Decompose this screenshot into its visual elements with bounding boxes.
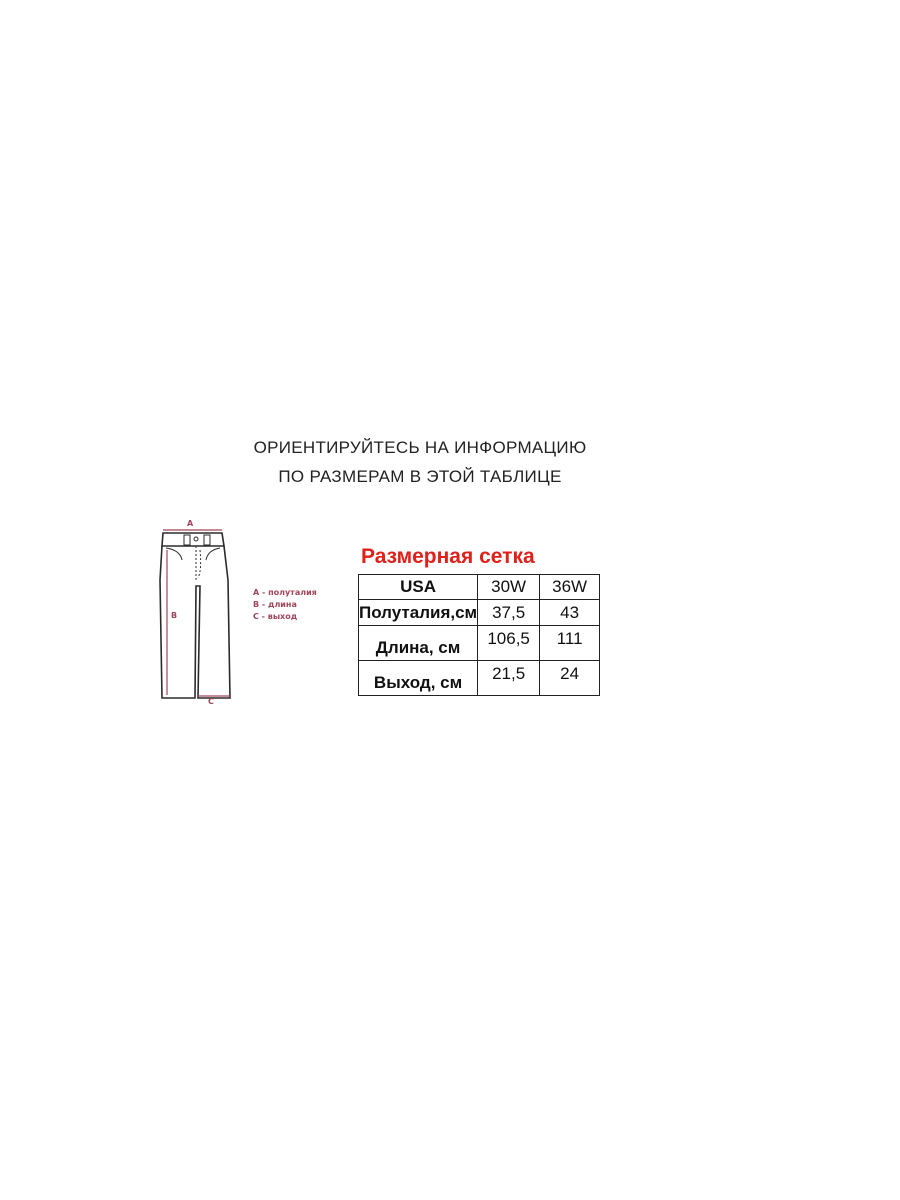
row-label: Выход, см	[359, 661, 478, 696]
size-table	[358, 574, 600, 696]
size-instructions	[0, 433, 840, 491]
table-cell: 106,5	[478, 626, 540, 661]
label-a: A	[187, 519, 194, 528]
table-cell: 37,5	[478, 600, 540, 626]
instructions-line-1: ОРИЕНТИРУЙТЕСЬ НА ИНФОРМАЦИЮ	[253, 438, 587, 457]
legend-item-c: C - выход	[253, 612, 298, 621]
table-cell: 43	[540, 600, 600, 626]
table-cell: 111	[540, 626, 600, 661]
table-row	[359, 600, 600, 626]
header-cell: USA	[359, 575, 478, 600]
label-c: C	[208, 697, 214, 706]
measurement-legend	[253, 587, 317, 623]
row-label: Полуталия,см	[359, 600, 478, 626]
instructions-line-2: ПО РАЗМЕРАМ В ЭТОЙ ТАБЛИЦЕ	[278, 467, 562, 486]
header-cell: 30W	[478, 575, 540, 600]
table-cell: 21,5	[478, 661, 540, 696]
legend-item-a: A - полуталия	[253, 588, 317, 597]
row-label: Длина, см	[359, 626, 478, 661]
table-row	[359, 626, 600, 661]
table-row	[359, 661, 600, 696]
table-cell: 24	[540, 661, 600, 696]
legend-item-b: B - длина	[253, 600, 297, 609]
label-b: B	[171, 611, 178, 620]
size-chart-title: Размерная сетка	[361, 545, 535, 568]
table-header-row	[359, 575, 600, 600]
header-cell: 36W	[540, 575, 600, 600]
